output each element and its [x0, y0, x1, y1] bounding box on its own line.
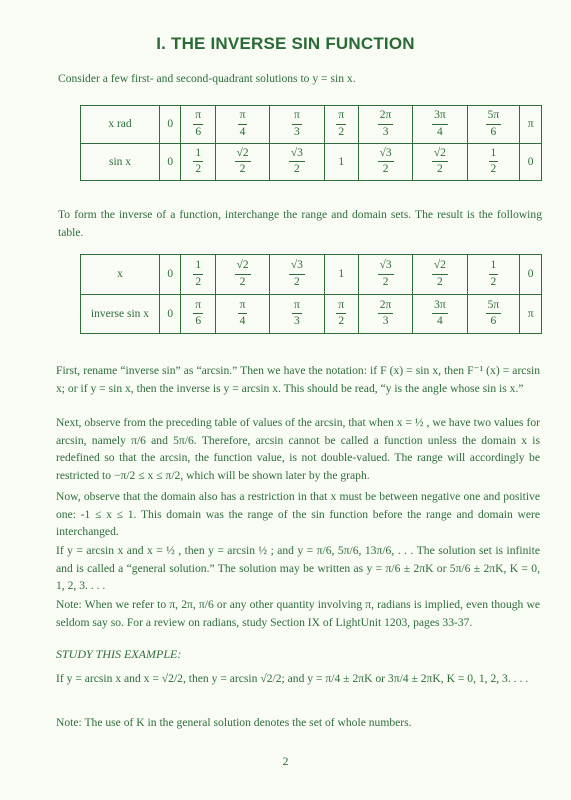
inverse-values-table [80, 254, 542, 334]
intro-paragraph: Consider a few first- and second-quadrant solutions to y = sin x. [58, 72, 356, 85]
table-cell: $\frac{\pi}{4}$ [215, 294, 269, 334]
inverse-paragraph: To form the inverse of a function, interchange the range and domain sets. The result is the following table. [58, 208, 542, 239]
table-cell: $\frac{√2}{2}$ [215, 143, 269, 181]
table-cell: $\frac{√3}{2}$ [270, 143, 324, 181]
table-cell: $\frac{\pi}{4}$ [215, 106, 269, 144]
table-cell: 0 [520, 143, 542, 181]
table-cell: $\frac{√3}{2}$ [270, 255, 324, 295]
table-cell: $\frac{√3}{2}$ [358, 255, 412, 295]
table-cell: π [520, 294, 542, 334]
row-header: sin x [81, 143, 160, 181]
table-cell: $\frac{\pi}{2}$ [324, 106, 358, 144]
table-cell: $\frac{3\pi}{4}$ [413, 106, 467, 144]
table-cell: $\frac{1}{2}$ [467, 143, 520, 181]
table-cell: 0 [160, 255, 181, 295]
row-header: x [81, 255, 160, 295]
whole-numbers-note: Note: The use of K in the general solution denotes the set of whole numbers. [56, 716, 412, 729]
table-cell: $\frac{1}{2}$ [467, 255, 520, 295]
table-cell: $\frac{\pi}{6}$ [181, 294, 215, 334]
table-row [81, 106, 542, 144]
table-cell: $\frac{√2}{2}$ [215, 255, 269, 295]
table-cell: 1 [324, 255, 358, 295]
table-cell: $\frac{\pi}{6}$ [181, 106, 215, 144]
table-row [81, 143, 542, 181]
page-title: I. THE INVERSE SIN FUNCTION [156, 34, 415, 53]
table-cell: $\frac{2\pi}{3}$ [358, 294, 412, 334]
table-row [81, 294, 542, 334]
rename-paragraph: First, rename “inverse sin” as “arcsin.” Then we have the notation: if F (x) = sin x, then F⁻¹ (x) = arcsin x; or if y = sin x, then the inverse is y = arcsin x. This should be read, “y is the angle whose sin is x.” [56, 364, 540, 395]
table-cell: $\frac{2\pi}{3}$ [358, 106, 412, 144]
observe-paragraph: Next, observe from the preceding table of values of the arcsin, that when x = ½ , we have two values for arcsin, namely π/6 and 5π/6. Therefore, arcsin cannot be called a function unless the domain x is redefined so that the arcsin, the function value, is not double-valued. The range will accordingly be restricted to −π/2 ≤ x ≤ π/2, which will be shown later by the graph. [56, 416, 540, 482]
domain-paragraph: Now, observe that the domain also has a restriction in that x must be between negative one and positive one: -1 ≤ x ≤ 1. This domain was the range of the sin function before the range and domain were interchanged. [56, 490, 540, 538]
table-cell: $\frac{√2}{2}$ [413, 143, 467, 181]
table-row [81, 255, 542, 295]
radians-note: Note: When we refer to π, 2π, π/6 or any other quantity involving π, radians is implied, even though we seldom say so. For a review on radians, study Section IX of LightUnit 1203, pages 33-37. [56, 598, 540, 629]
table-cell: $\frac{\pi}{2}$ [324, 294, 358, 334]
table-cell: $\frac{√3}{2}$ [358, 143, 412, 181]
example-paragraph: If y = arcsin x and x = √2/2, then y = arcsin √2/2; and y = π/4 ± 2πK or 3π/4 ± 2πK, K = 0, 1, 2, 3. . . . [56, 672, 529, 685]
table-cell: $\frac{\pi}{3}$ [270, 106, 324, 144]
page-number: 2 [282, 754, 289, 768]
table-cell: $\frac{5\pi}{6}$ [467, 294, 520, 334]
table-cell: 0 [160, 106, 181, 144]
table-cell: $\frac{\pi}{3}$ [270, 294, 324, 334]
sin-values-table [80, 105, 542, 181]
general-solution-paragraph: If y = arcsin x and x = ½ , then y = arcsin ½ ; and y = π/6, 5π/6, 13π/6, . . . The solution set is infinite and is called a “general solution.” The solution may be written as y = π/6 ± 2πK or 5π/6 ± 2πK, K = 0, 1, 2, 3. . . . [56, 544, 540, 592]
table-cell: $\frac{5\pi}{6}$ [467, 106, 520, 144]
table-cell: $\frac{3\pi}{4}$ [413, 294, 467, 334]
table-cell: 0 [520, 255, 542, 295]
study-heading: STUDY THIS EXAMPLE: [56, 647, 182, 661]
row-header: inverse sin x [81, 294, 160, 334]
table-cell: π [520, 106, 542, 144]
table-cell: 1 [324, 143, 358, 181]
table-cell: $\frac{1}{2}$ [181, 255, 215, 295]
table-cell: $\frac{1}{2}$ [181, 143, 215, 181]
table-cell: $\frac{√2}{2}$ [413, 255, 467, 295]
row-header: x rad [81, 106, 160, 144]
table-cell: 0 [160, 143, 181, 181]
table-cell: 0 [160, 294, 181, 334]
